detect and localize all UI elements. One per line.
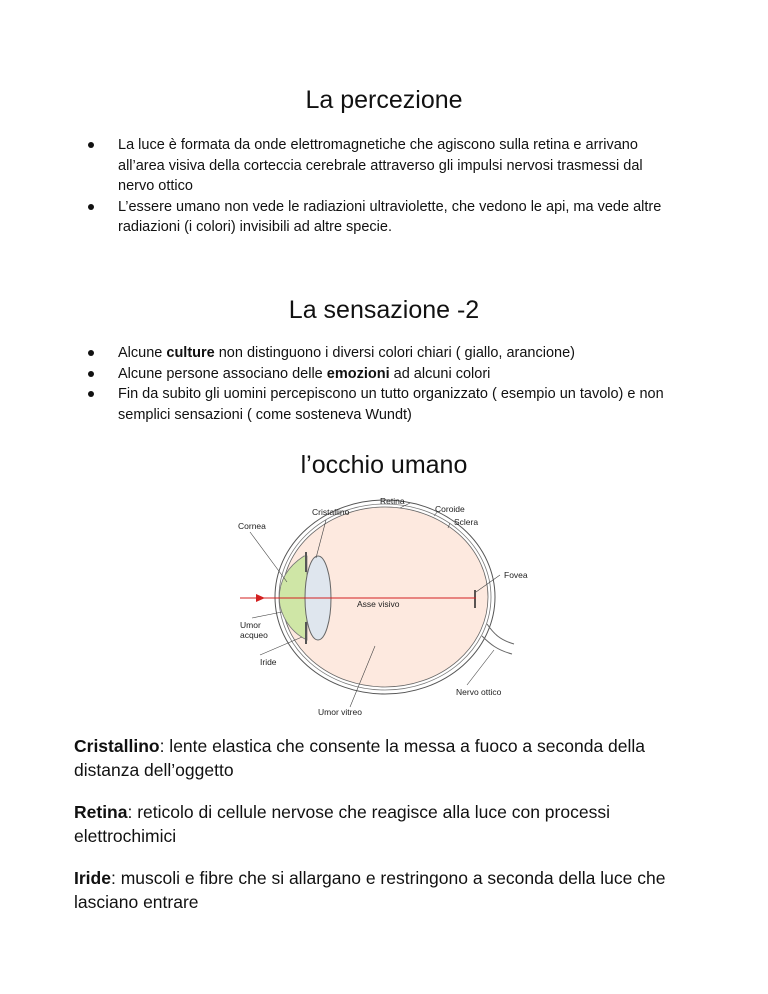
title-la-percezione: La percezione <box>305 86 463 114</box>
item-text-post: non distinguono i diversi colori chiari ( giallo, arancione) <box>214 345 575 361</box>
list-item: L’essere umano non vede le radiazioni ultraviolette, che vedono le api, ma vede altre radiazioni (i colori) invisibili ad altre specie. <box>118 197 678 238</box>
optic-nerve <box>482 624 514 654</box>
label-nervo-ottico: Nervo ottico <box>456 687 502 697</box>
definition-text: : lente elastica che consente la messa a fuoco a seconda della distanza dell’oggetto <box>74 736 646 780</box>
list-item <box>118 364 678 385</box>
definition-cristallino <box>74 734 684 782</box>
definition-term: Iride <box>74 868 111 888</box>
label-cornea: Cornea <box>238 521 266 531</box>
bullet-list-sensazione <box>118 343 678 425</box>
label-sclera: Sclera <box>454 517 479 527</box>
bullet-list-percezione <box>118 135 678 238</box>
eye-diagram <box>232 494 532 722</box>
list-item <box>118 384 678 425</box>
label-iride: Iride <box>260 657 277 667</box>
list-item <box>118 343 678 364</box>
item-text-pre: Fin da subito gli uomini percepiscono un tutto organizzato ( esempio un tavolo) e non semplici sensazioni ( come sosteneva Wundt) <box>118 386 664 423</box>
title-la-sensazione: La sensazione -2 <box>288 296 480 324</box>
label-umor-acqueo: Umor <box>240 620 261 630</box>
item-text-pre: Alcune <box>118 345 167 361</box>
definition-text: : muscoli e fibre che si allargano e restringono a seconda della luce che lasciano entrare <box>74 868 666 912</box>
item-text-bold: culture <box>166 345 215 361</box>
definition-term: Retina <box>74 802 128 822</box>
definition-iride <box>74 866 684 914</box>
label-coroide: Coroide <box>435 504 465 514</box>
title-occhio-umano: l’occhio umano <box>300 451 468 479</box>
label-cristallino: Cristallino <box>312 507 350 517</box>
item-text-bold: emozioni <box>326 365 390 382</box>
definition-term: Cristallino <box>74 736 160 756</box>
label-retina: Retina <box>380 496 405 506</box>
definition-retina <box>74 800 684 848</box>
visual-axis-arrow <box>256 594 265 602</box>
label-umor-vitreo: Umor vitreo <box>318 707 362 717</box>
item-text-post: ad alcuni colori <box>389 365 491 382</box>
label-asse-visivo: Asse visivo <box>357 599 400 609</box>
list-item: La luce è formata da onde elettromagnetiche che agiscono sulla retina e arrivano all’area visiva della corteccia cerebrale attraverso gli impulsi nervosi trasmessi dal nervo ottico <box>118 135 678 197</box>
definition-text: : reticolo di cellule nervose che reagisce alla luce con processi elettrochimici <box>74 802 610 846</box>
label-fovea: Fovea <box>504 570 528 580</box>
item-text-pre: Alcune persone associano delle <box>118 365 327 382</box>
label-umor-acqueo-2: acqueo <box>240 630 268 640</box>
